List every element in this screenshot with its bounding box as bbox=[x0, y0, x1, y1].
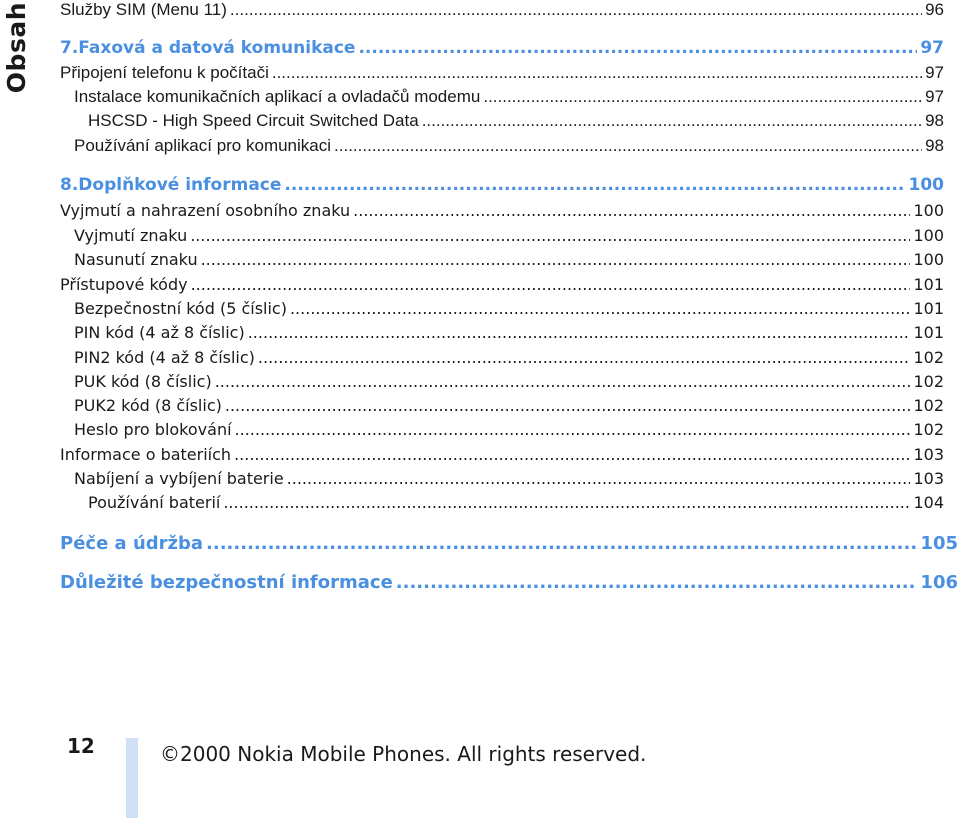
toc-entry[interactable] bbox=[74, 250, 944, 276]
toc-dot-leader bbox=[258, 348, 911, 367]
toc-dot-leader bbox=[230, 0, 922, 20]
toc-entry-page: 104 bbox=[913, 493, 944, 512]
toc-entry-title: Nabíjení a vybíjení baterie bbox=[74, 469, 284, 488]
toc-entry-page: 97 bbox=[920, 38, 944, 58]
toc-entry-page: 101 bbox=[913, 323, 944, 342]
toc-entry-title: Péče a údržba bbox=[60, 533, 204, 554]
toc-entry-page: 102 bbox=[913, 420, 944, 439]
toc-dot-leader bbox=[358, 38, 917, 58]
toc-dot-leader bbox=[353, 201, 910, 220]
toc-dot-leader bbox=[201, 250, 911, 269]
toc-entry-page: 103 bbox=[913, 445, 944, 464]
toc-entry-title: PUK kód (8 číslic) bbox=[74, 372, 212, 391]
toc-entry-page: 96 bbox=[925, 0, 944, 19]
toc-entry[interactable] bbox=[88, 493, 944, 519]
toc-entry-page: 102 bbox=[913, 396, 944, 415]
toc-entry-title: 7.Faxová a datová komunikace bbox=[60, 38, 356, 58]
toc-entry-page: 101 bbox=[913, 275, 944, 294]
toc-dot-leader bbox=[422, 111, 922, 131]
toc-dot-leader bbox=[235, 420, 911, 439]
toc-entry[interactable] bbox=[74, 396, 944, 422]
toc-dot-leader bbox=[290, 299, 910, 318]
toc-entry-page: 97 bbox=[925, 87, 944, 106]
toc-entry-title: Služby SIM (Menu 11) bbox=[60, 0, 227, 19]
toc-entry-title: Informace o bateriích bbox=[60, 445, 232, 464]
toc-entry-title: Používání baterií bbox=[88, 493, 221, 512]
toc-heading-entry[interactable] bbox=[60, 533, 958, 561]
page-footer bbox=[0, 720, 960, 824]
toc-dot-leader bbox=[215, 372, 911, 391]
toc-entry[interactable] bbox=[60, 201, 944, 227]
toc-entry[interactable] bbox=[60, 0, 944, 26]
toc-entry[interactable] bbox=[74, 469, 944, 495]
toc-entry-title: PUK2 kód (8 číslic) bbox=[74, 396, 222, 415]
toc-entry[interactable] bbox=[74, 323, 944, 349]
toc-heading-entry[interactable] bbox=[60, 572, 958, 600]
toc-entry-title: PIN kód (4 až 8 číslic) bbox=[74, 323, 245, 342]
toc-entry-page: 102 bbox=[913, 372, 944, 391]
toc-chapter-entry[interactable] bbox=[60, 38, 944, 64]
toc-dot-leader bbox=[272, 63, 922, 83]
toc-entry[interactable] bbox=[60, 275, 944, 301]
toc-dot-leader bbox=[483, 87, 922, 107]
toc-entry[interactable] bbox=[74, 87, 944, 113]
toc-entry-page: 100 bbox=[913, 226, 944, 245]
toc-entry[interactable] bbox=[74, 348, 944, 374]
copyright-notice: ©2000 Nokia Mobile Phones. All rights reserved. bbox=[160, 742, 647, 766]
toc-dot-leader bbox=[223, 493, 910, 512]
toc-entry-page: 100 bbox=[913, 250, 944, 269]
toc-entry[interactable] bbox=[74, 299, 944, 325]
toc-entry-title: Instalace komunikačních aplikací a ovladačů modemu bbox=[74, 87, 481, 106]
toc-entry-title: 8.Doplňkové informace bbox=[60, 175, 282, 195]
toc-entry-page: 100 bbox=[913, 201, 944, 220]
toc-chapter-entry[interactable] bbox=[60, 175, 944, 201]
toc-entry-page: 105 bbox=[920, 533, 958, 554]
toc-entry-title: Vyjmutí a nahrazení osobního znaku bbox=[60, 201, 351, 220]
toc-entry-page: 97 bbox=[925, 63, 944, 82]
toc-dot-leader bbox=[284, 175, 905, 195]
toc-dot-leader bbox=[190, 226, 910, 245]
toc-dot-leader bbox=[287, 469, 911, 488]
toc-dot-leader bbox=[334, 136, 922, 156]
toc-entry-page: 98 bbox=[925, 111, 944, 130]
toc-entry-title: Bezpečnostní kód (5 číslic) bbox=[74, 299, 287, 318]
toc-dot-leader bbox=[248, 323, 911, 342]
toc-entry-title: Přístupové kódy bbox=[60, 275, 188, 294]
toc-entry-title: PIN2 kód (4 až 8 číslic) bbox=[74, 348, 255, 367]
toc-dot-leader bbox=[234, 445, 910, 464]
toc-entry[interactable] bbox=[60, 63, 944, 89]
toc-entry[interactable] bbox=[88, 111, 944, 137]
toc-entry[interactable] bbox=[60, 445, 944, 471]
toc-entry[interactable] bbox=[74, 226, 944, 252]
toc-dot-leader bbox=[396, 572, 918, 593]
toc-entry-page: 102 bbox=[913, 348, 944, 367]
toc-dot-leader bbox=[191, 275, 911, 294]
side-tab-label: Obsah bbox=[2, 2, 31, 94]
toc-entry-title: Důležité bezpečnostní informace bbox=[60, 572, 393, 593]
footer-divider-bar bbox=[126, 738, 138, 818]
toc-entry-title: Heslo pro blokování bbox=[74, 420, 232, 439]
toc-entry-page: 106 bbox=[920, 572, 958, 593]
toc-entry[interactable] bbox=[74, 420, 944, 446]
toc-entry[interactable] bbox=[74, 136, 944, 162]
toc-entry-title: Nasunutí znaku bbox=[74, 250, 198, 269]
toc-entry-title: Používání aplikací pro komunikaci bbox=[74, 136, 332, 155]
toc-entry-page: 103 bbox=[913, 469, 944, 488]
toc-entry-title: Připojení telefonu k počítači bbox=[60, 63, 269, 82]
toc-entry-page: 100 bbox=[908, 175, 944, 195]
toc-entry[interactable] bbox=[74, 372, 944, 398]
toc-entry-page: 98 bbox=[925, 136, 944, 155]
page-number: 12 bbox=[67, 734, 95, 758]
toc-dot-leader bbox=[206, 533, 917, 554]
toc-entry-title: HSCSD - High Speed Circuit Switched Data bbox=[88, 111, 419, 130]
toc-dot-leader bbox=[225, 396, 911, 415]
toc-entry-title: Vyjmutí znaku bbox=[74, 226, 188, 245]
toc-entry-page: 101 bbox=[913, 299, 944, 318]
